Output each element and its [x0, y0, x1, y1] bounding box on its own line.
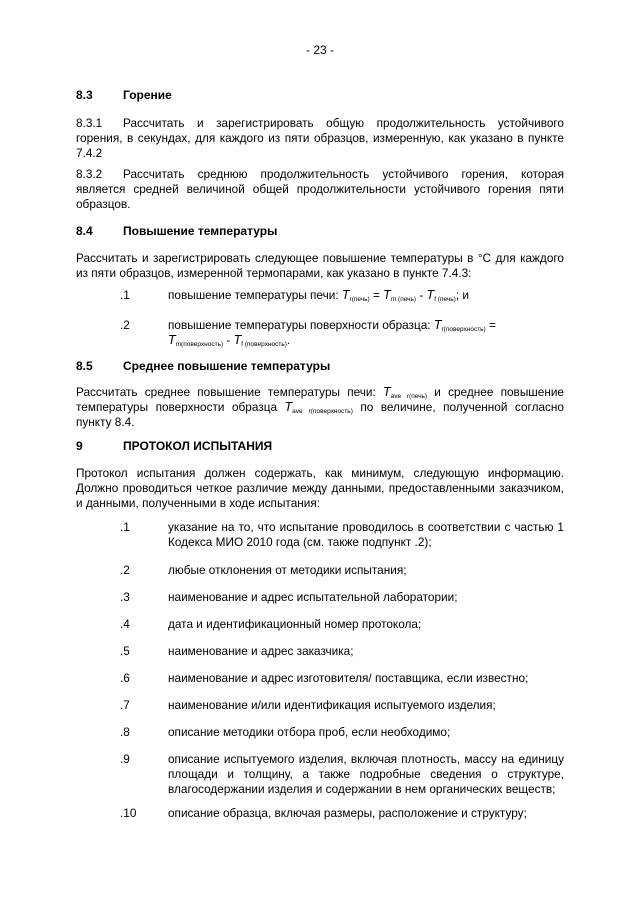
- page-number: - 23 -: [305, 43, 334, 57]
- formula-subscript: f (поверхность): [241, 341, 287, 348]
- list-item-number: .6: [120, 671, 130, 685]
- section-title: ПРОТОКОЛ ИСПЫТАНИЯ: [123, 439, 273, 453]
- list-item-number: .8: [120, 725, 130, 739]
- list-item-number: .5: [120, 644, 130, 658]
- formula-variable: T: [168, 333, 176, 347]
- formula-subscript: m(поверхность): [175, 341, 224, 348]
- list-item-number: .2: [120, 563, 130, 577]
- list-item-text: наименование и адрес заказчика;: [168, 644, 354, 658]
- section-number: 8.3: [76, 88, 93, 102]
- list-item-number: .1: [120, 288, 130, 302]
- formula-variable: T: [426, 288, 435, 302]
- formula-operator: -: [416, 288, 427, 302]
- formula-subscript: m (печь): [390, 296, 417, 303]
- paragraph-text: Рассчитать и зарегистрировать следующее повышение температуры в °C для каждого из пяти образцов, измеренной термопарами, как указано в пункте 7.4.3:: [76, 251, 564, 280]
- list-item-number: .7: [120, 698, 130, 712]
- formula-variable: T: [383, 288, 391, 302]
- list-item-text: описание методики отбора проб, если необходимо;: [168, 725, 451, 739]
- list-item-text: описание образца, включая размеры, расположение и структуру;: [168, 806, 527, 820]
- paragraph-number: 8.3.1: [76, 116, 103, 130]
- formula-subscript: ave r(поверхность): [292, 408, 353, 415]
- formula-subscript: r(печь): [349, 296, 370, 303]
- formula-prefix: повышение температуры печи:: [168, 288, 342, 302]
- formula-variable: T: [341, 288, 350, 302]
- paragraph-text: Протокол испытания должен содержать, как минимум, следующую информацию. Должно проводиться четкое различие между данными, предоставленными заказчиком, и данными, полученными в ходе испытания:: [76, 466, 564, 510]
- section-title: Горение: [123, 88, 172, 102]
- section-number: 8.5: [76, 359, 93, 373]
- formula-operator: =: [485, 318, 496, 332]
- section-number: 8.4: [76, 224, 93, 238]
- paragraph-text: и среднее повышение температуры поверхности образца: [76, 385, 564, 414]
- formula-variable: T: [383, 385, 391, 399]
- list-item-text: наименование и адрес испытательной лаборатории;: [168, 590, 458, 604]
- section-title: Повышение температуры: [123, 224, 278, 238]
- paragraph-8-4: [76, 251, 564, 281]
- formula-prefix: повышение температуры поверхности образца:: [168, 318, 434, 332]
- list-item-text: указание на то, что испытание проводилось в соответствии с частью 1 Кодекса МИО 2010 года (см. также подпункт .2);: [168, 520, 564, 549]
- paragraph-8-5: [76, 385, 564, 430]
- list-item-number: .9: [120, 752, 130, 766]
- section-number: 9: [76, 439, 83, 453]
- formula-variable: T: [433, 318, 442, 332]
- formula-variable: T: [233, 333, 242, 347]
- formula-operator: -: [223, 333, 234, 347]
- formula-suffix: .: [286, 333, 291, 347]
- paragraph-text: Рассчитать среднее повышение температуры печи:: [76, 385, 383, 399]
- paragraph-8-3-2: [76, 167, 564, 212]
- section-title: Среднее повышение температуры: [123, 359, 331, 373]
- paragraph-8-3-1: [76, 116, 564, 161]
- list-item-text: [168, 318, 564, 348]
- formula-subscript: ave r(печь): [390, 393, 428, 400]
- list-item-text: дата и идентификационный номер протокола;: [168, 617, 422, 631]
- list-item-text: любые отклонения от методики испытания;: [168, 563, 407, 577]
- list-item-number: .3: [120, 590, 130, 604]
- paragraph-text: Рассчитать и зарегистрировать общую продолжительность устойчивого горения, в секундах, для каждого из пяти образцов, измеренную, как указано в пункте 7.4.2: [76, 116, 564, 160]
- formula-suffix: ; и: [455, 288, 469, 302]
- list-item-number: .10: [120, 806, 137, 820]
- list-item-number: .2: [120, 318, 130, 332]
- list-item-text: наименование и адрес изготовителя/ поставщика, если известно;: [168, 671, 529, 685]
- list-item-text: наименование и/или идентификация испытуемого изделия;: [168, 698, 496, 712]
- paragraph-9: [76, 466, 564, 511]
- paragraph-number: 8.3.2: [76, 167, 103, 181]
- formula-variable: T: [284, 400, 293, 414]
- formula-subscript: f (печь): [434, 296, 456, 303]
- paragraph-text: по величине, полученной согласно пункту 8.4.: [76, 400, 564, 429]
- paragraph-text: Рассчитать среднюю продолжительность устойчивого горения, которая является средней величиной общей продолжительности устойчивого горения пяти образцов.: [76, 167, 564, 211]
- formula-subscript: r(поверхность): [441, 326, 486, 333]
- formula-operator: =: [369, 288, 384, 302]
- list-item-number: .1: [120, 520, 130, 534]
- list-item-text: описание испытуемого изделия, включая плотность, массу на единицу площади и толщину, а также подробные сведения о структуре, влагосодержании изделия и содержании в нем органических веществ;: [168, 752, 564, 796]
- list-item-number: .4: [120, 617, 130, 631]
- list-item-text: [168, 288, 564, 303]
